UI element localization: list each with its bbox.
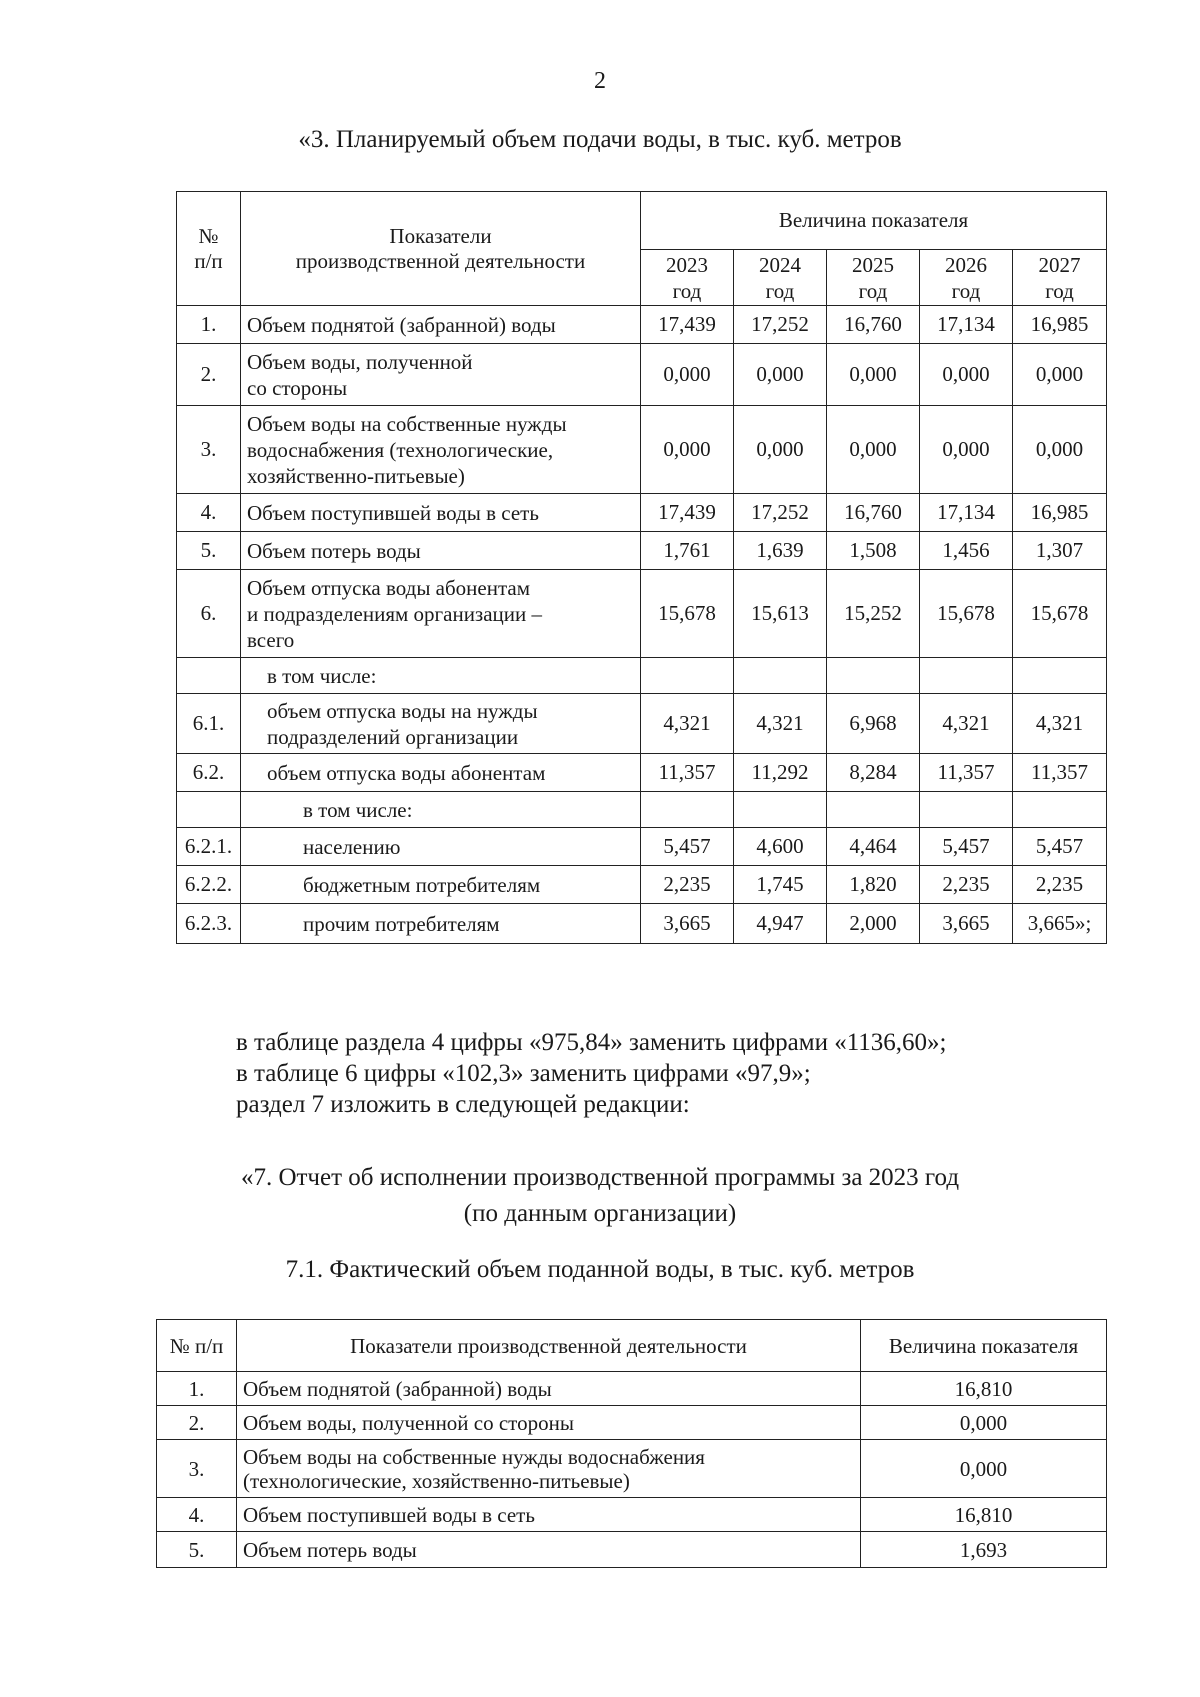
table-row: [177, 570, 1107, 658]
table-row: [177, 344, 1107, 406]
row-value: 4,464: [827, 828, 920, 866]
table-row: [157, 1406, 1107, 1440]
table-row: [177, 532, 1107, 570]
row-value: 4,947: [734, 904, 827, 944]
row-value: 16,760: [827, 494, 920, 532]
row-value: 1,508: [827, 532, 920, 570]
row-indicator: прочим потребителям: [241, 904, 641, 944]
row-value: 3,665: [920, 904, 1013, 944]
table-row: [157, 1498, 1107, 1532]
row-value: 8,284: [827, 754, 920, 792]
row-value: 1,745: [734, 866, 827, 904]
row-value: 4,600: [734, 828, 827, 866]
table-row: [177, 792, 1107, 828]
header-indicator: Показатели производственной деятельности: [241, 192, 641, 306]
row-indicator: объем отпуска воды абонентам: [241, 754, 641, 792]
table-row: [177, 306, 1107, 344]
row-number: 1.: [157, 1372, 237, 1406]
header-num: № п/п: [157, 1320, 237, 1372]
row-value: 1,693: [861, 1532, 1107, 1568]
section-3-title: «3. Планируемый объем подачи воды, в тыс. куб. метров: [298, 126, 902, 153]
row-value: 17,134: [920, 494, 1013, 532]
row-value: 4,321: [641, 694, 734, 754]
row-value: 2,235: [1013, 866, 1107, 904]
row-value: [920, 658, 1013, 694]
row-number: 5.: [157, 1532, 237, 1568]
row-value: 17,252: [734, 494, 827, 532]
row-value: 0,000: [827, 406, 920, 494]
row-value: 17,439: [641, 494, 734, 532]
row-indicator: населению: [241, 828, 641, 866]
row-indicator: объем отпуска воды на нужды подразделений организации: [241, 694, 641, 754]
table-row: [177, 406, 1107, 494]
row-value: 5,457: [641, 828, 734, 866]
row-value: [827, 658, 920, 694]
header-year: 2024 год: [734, 250, 827, 306]
row-number: 3.: [157, 1440, 237, 1498]
row-value: 0,000: [827, 344, 920, 406]
row-number: 6.2.1.: [177, 828, 241, 866]
row-indicator: Объем поступившей воды в сеть: [241, 494, 641, 532]
header-row: [177, 192, 1107, 250]
row-indicator: Объем воды, полученной со стороны: [241, 344, 641, 406]
header-value: Величина показателя: [641, 192, 1107, 250]
row-value: [1013, 658, 1107, 694]
header-year: 2027 год: [1013, 250, 1107, 306]
row-value: 1,761: [641, 532, 734, 570]
row-value: 16,985: [1013, 306, 1107, 344]
row-value: 17,252: [734, 306, 827, 344]
row-value: 0,000: [734, 406, 827, 494]
row-value: 1,307: [1013, 532, 1107, 570]
row-value: 5,457: [920, 828, 1013, 866]
header-year: 2023 год: [641, 250, 734, 306]
amendment-paragraph: раздел 7 изложить в следующей редакции:: [236, 1091, 690, 1118]
row-value: 11,292: [734, 754, 827, 792]
row-value: 11,357: [641, 754, 734, 792]
row-value: 6,968: [827, 694, 920, 754]
row-indicator: Объем отпуска воды абонентам и подразделениям организации – всего: [241, 570, 641, 658]
row-value: 15,678: [641, 570, 734, 658]
row-value: [734, 792, 827, 828]
row-number: 3.: [177, 406, 241, 494]
row-number: 4.: [177, 494, 241, 532]
header-num: № п/п: [177, 192, 241, 306]
row-number: 6.1.: [177, 694, 241, 754]
page-number: 2: [594, 68, 606, 94]
row-indicator: Объем воды, полученной со стороны: [237, 1406, 861, 1440]
row-value: 2,235: [641, 866, 734, 904]
row-number: 2.: [177, 344, 241, 406]
row-value: 15,678: [1013, 570, 1107, 658]
table-row: [157, 1372, 1107, 1406]
row-value: 3,665: [641, 904, 734, 944]
row-value: 15,678: [920, 570, 1013, 658]
row-value: [920, 792, 1013, 828]
row-value: 1,456: [920, 532, 1013, 570]
row-indicator: Объем воды на собственные нужды водоснабжения (технологические, хозяйственно-питьевые): [237, 1440, 861, 1498]
row-value: 4,321: [1013, 694, 1107, 754]
table-row: [177, 866, 1107, 904]
row-value: 11,357: [920, 754, 1013, 792]
row-indicator: бюджетным потребителям: [241, 866, 641, 904]
amendment-paragraph: в таблице 6 цифры «102,3» заменить цифрами «97,9»;: [236, 1060, 811, 1087]
row-value: 0,000: [861, 1406, 1107, 1440]
row-value: [734, 658, 827, 694]
row-value: [641, 792, 734, 828]
row-value: 0,000: [1013, 344, 1107, 406]
row-value: 11,357: [1013, 754, 1107, 792]
row-value: 1,639: [734, 532, 827, 570]
header-year: 2025 год: [827, 250, 920, 306]
row-value: 17,439: [641, 306, 734, 344]
row-value: 1,820: [827, 866, 920, 904]
row-value: 0,000: [861, 1440, 1107, 1498]
table-row: [177, 694, 1107, 754]
row-value: 17,134: [920, 306, 1013, 344]
row-number: [177, 658, 241, 694]
row-value: [641, 658, 734, 694]
table-row: [177, 494, 1107, 532]
header-value: Величина показателя: [861, 1320, 1107, 1372]
row-indicator: Объем воды на собственные нужды водоснабжения (технологические, хозяйственно-питьевые): [241, 406, 641, 494]
row-indicator: Объем поступившей воды в сеть: [237, 1498, 861, 1532]
row-value: 2,235: [920, 866, 1013, 904]
row-value: 4,321: [734, 694, 827, 754]
row-value: 15,252: [827, 570, 920, 658]
section-7-title: «7. Отчет об исполнении производственной программы за 2023 год (по данным организации): [240, 1164, 960, 1227]
row-value: 5,457: [1013, 828, 1107, 866]
header-indicator: Показатели производственной деятельности: [237, 1320, 861, 1372]
header-year: 2026 год: [920, 250, 1013, 306]
section-7-1-title: 7.1. Фактический объем поданной воды, в тыс. куб. метров: [285, 1256, 915, 1283]
row-value: 2,000: [827, 904, 920, 944]
row-value: 16,810: [861, 1498, 1107, 1532]
row-value: [827, 792, 920, 828]
row-value: 3,665»;: [1013, 904, 1107, 944]
row-number: 6.2.2.: [177, 866, 241, 904]
row-value: 4,321: [920, 694, 1013, 754]
header-row: [157, 1320, 1107, 1372]
table-row: [157, 1532, 1107, 1568]
row-value: 0,000: [734, 344, 827, 406]
row-indicator: Объем потерь воды: [237, 1532, 861, 1568]
row-indicator: в том числе:: [241, 658, 641, 694]
table-row: [177, 828, 1107, 866]
row-indicator: Объем поднятой (забранной) воды: [241, 306, 641, 344]
row-value: 16,810: [861, 1372, 1107, 1406]
row-number: 5.: [177, 532, 241, 570]
row-value: 15,613: [734, 570, 827, 658]
actual-supply-table: [156, 1319, 1107, 1568]
row-indicator: в том числе:: [241, 792, 641, 828]
row-value: 0,000: [641, 344, 734, 406]
row-number: 6.2.: [177, 754, 241, 792]
row-value: [1013, 792, 1107, 828]
row-number: 1.: [177, 306, 241, 344]
table-row: [177, 904, 1107, 944]
row-number: 2.: [157, 1406, 237, 1440]
row-number: 6.: [177, 570, 241, 658]
row-indicator: Объем поднятой (забранной) воды: [237, 1372, 861, 1406]
row-value: 0,000: [641, 406, 734, 494]
planned-supply-table: [176, 191, 1107, 944]
row-value: 16,760: [827, 306, 920, 344]
row-number: 4.: [157, 1498, 237, 1532]
row-value: 16,985: [1013, 494, 1107, 532]
row-indicator: Объем потерь воды: [241, 532, 641, 570]
row-number: [177, 792, 241, 828]
table-row: [157, 1440, 1107, 1498]
row-number: 6.2.3.: [177, 904, 241, 944]
row-value: 0,000: [920, 344, 1013, 406]
amendment-paragraph: в таблице раздела 4 цифры «975,84» заменить цифрами «1136,60»;: [236, 1029, 947, 1056]
table-row: [177, 754, 1107, 792]
row-value: 0,000: [920, 406, 1013, 494]
row-value: 0,000: [1013, 406, 1107, 494]
table-row: [177, 658, 1107, 694]
